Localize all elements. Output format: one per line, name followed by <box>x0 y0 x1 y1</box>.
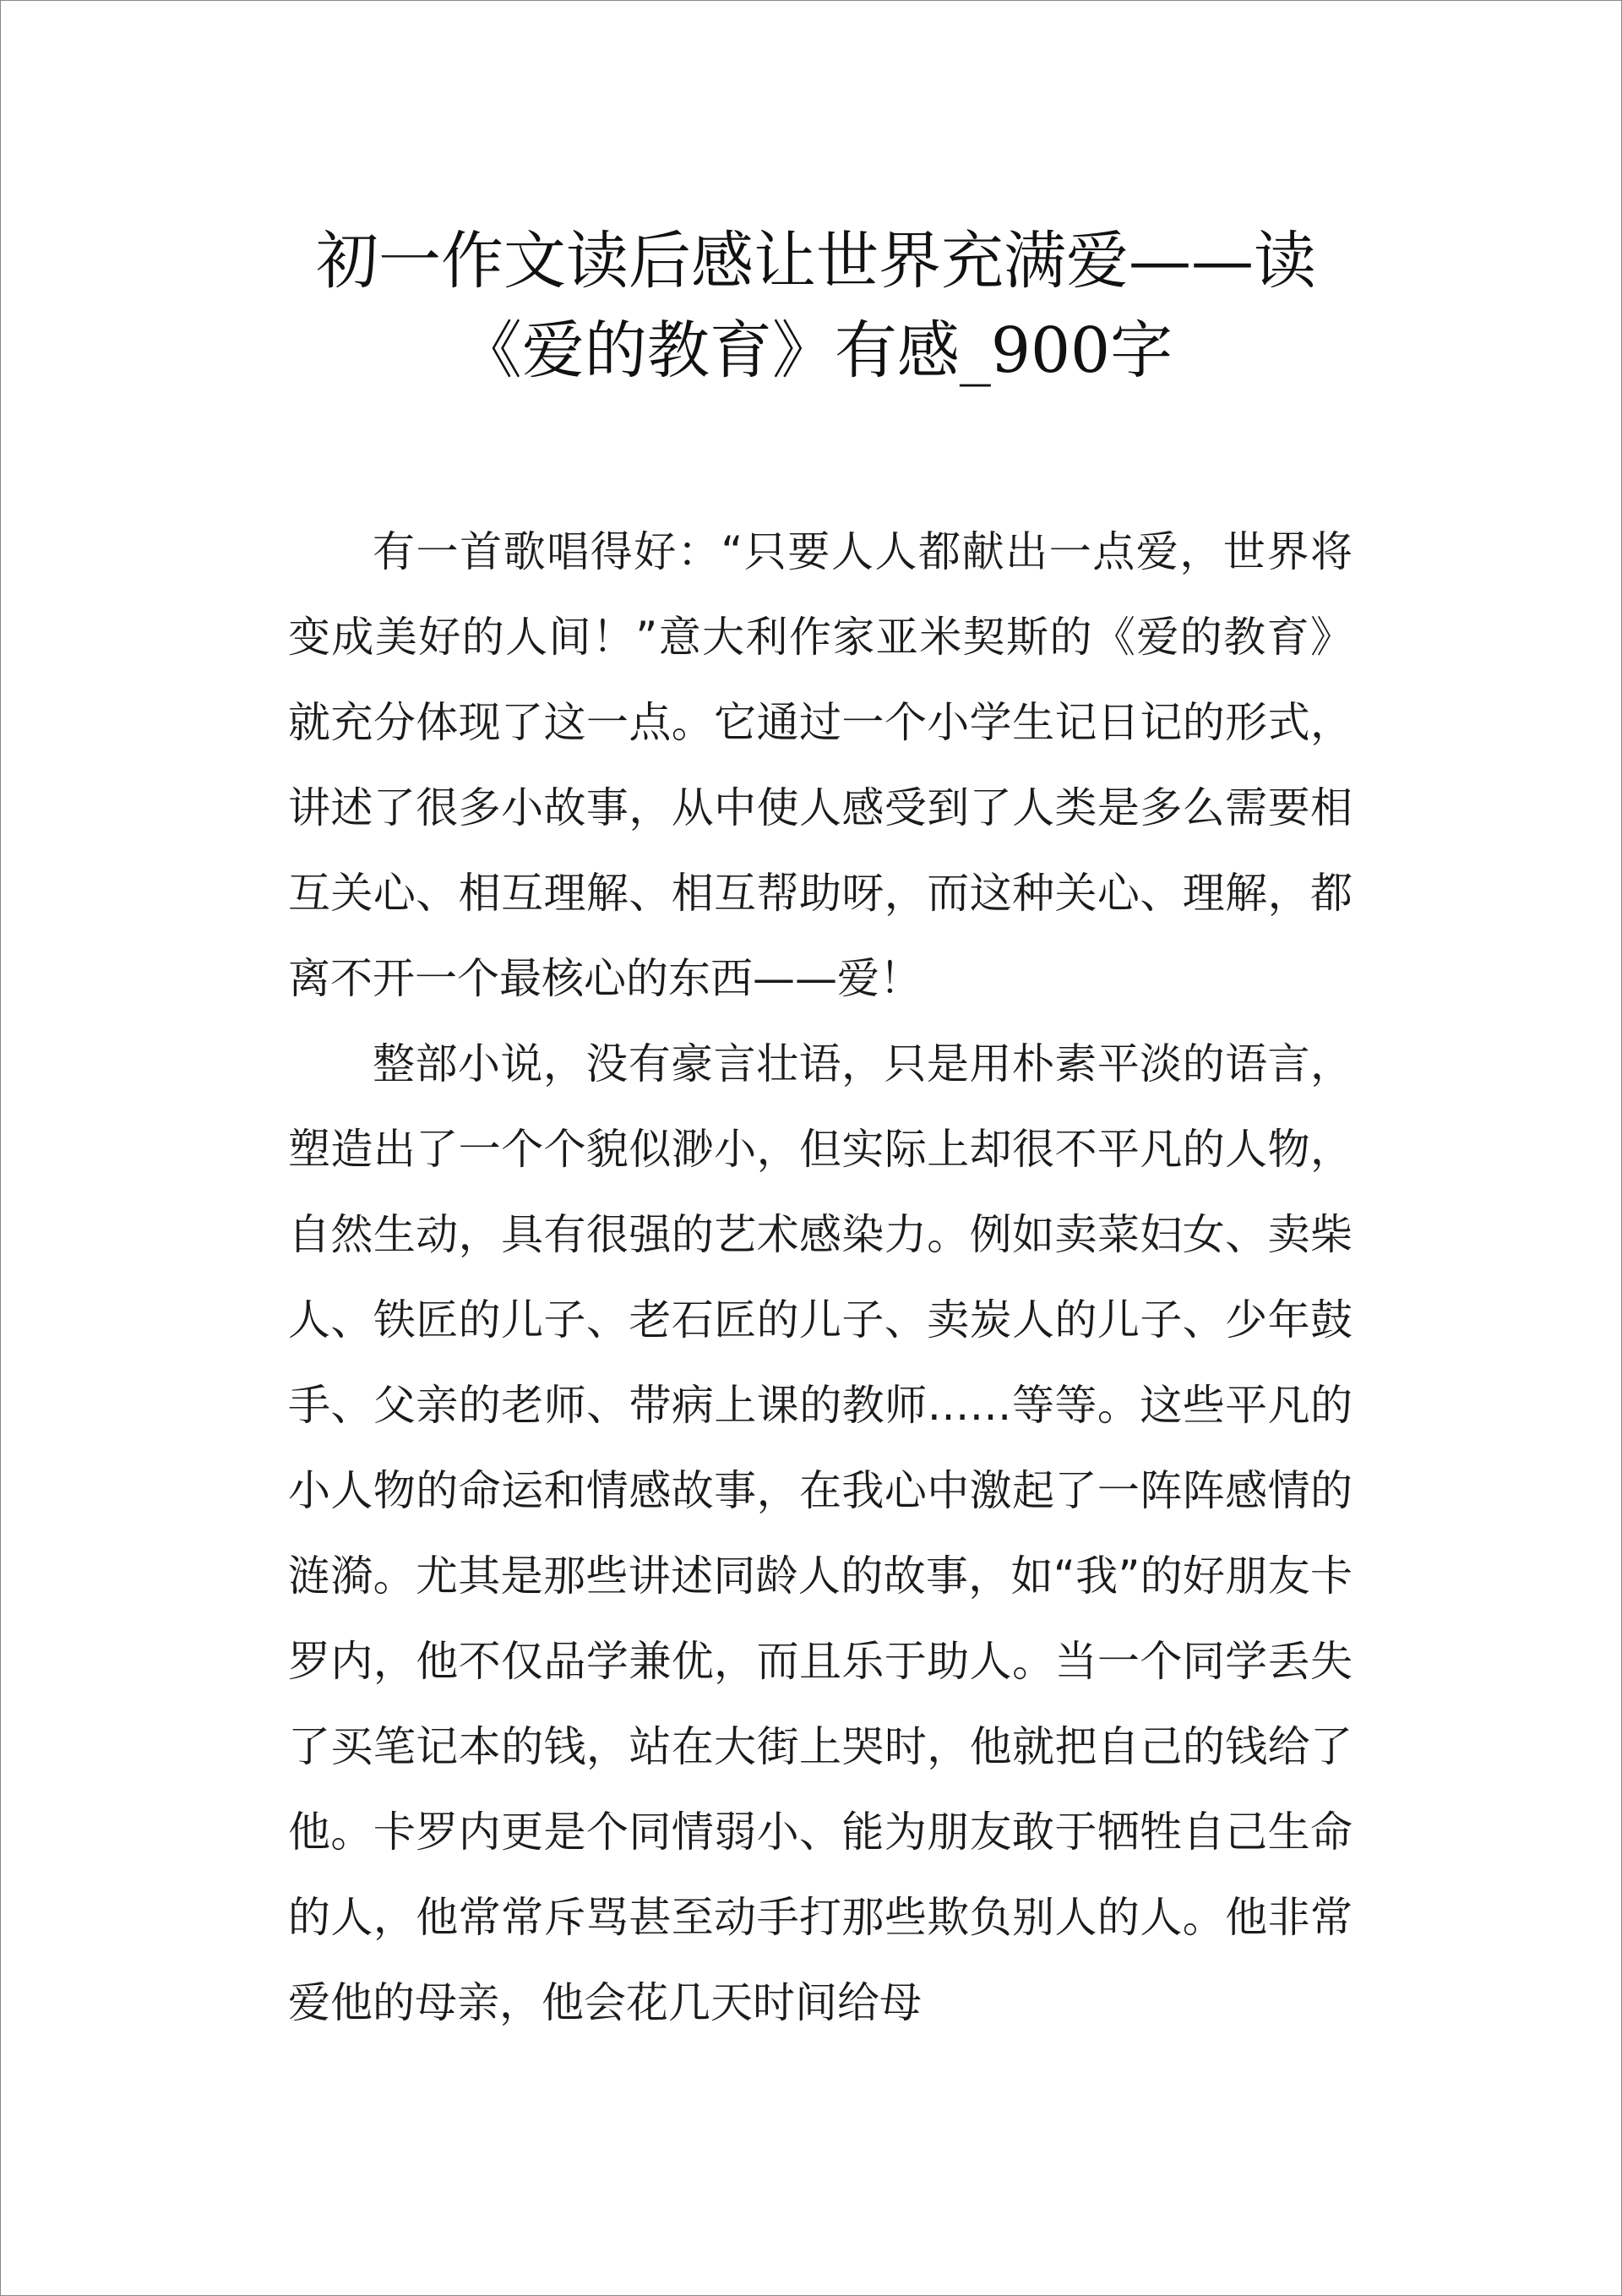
paragraph-1: 有一首歌唱得好：“只要人人都献出一点爱，世界将变成美好的人间！”意大利作家亚米契斯的《爱的教育》就充分体现了这一点。它通过一个小学生记日记的形式，讲述了很多小故事，从中使人感受到了人类是多么需要相互关心、相互理解、相互帮助呀，而这种关心、理解，都离不开一个最核心的东西——爱！ <box>288 527 1353 1003</box>
paragraph-2: 整部小说，没有豪言壮语，只是用朴素平淡的语言，塑造出了一个个貌似渺小，但实际上却很不平凡的人物，自然生动，具有很强的艺术感染力。例如卖菜妇女、卖柴人、铁匠的儿子、老石匠的儿子、卖炭人的儿子、少年鼓手、父亲的老师、带病上课的教师……等等。这些平凡的小人物的命运和情感故事，在我心中激起了一阵阵感情的涟漪。尤其是那些讲述同龄人的故事，如“我”的好朋友卡罗内，他不仅品学兼优，而且乐于助人。当一个同学丢失了买笔记本的钱，站在大街上哭时，他就把自己的钱给了他。卡罗内更是个同情弱小、能为朋友敢于牺牲自己生命的人，他常常斥骂甚至动手打那些欺负别人的人。他非常爱他的母亲，他会花几天时间给母 <box>288 1039 1353 2027</box>
document-body <box>288 510 1353 2046</box>
document-title: 初一作文读后感让世界充满爱——读《爱的教育》有感_900字 <box>316 225 1316 387</box>
